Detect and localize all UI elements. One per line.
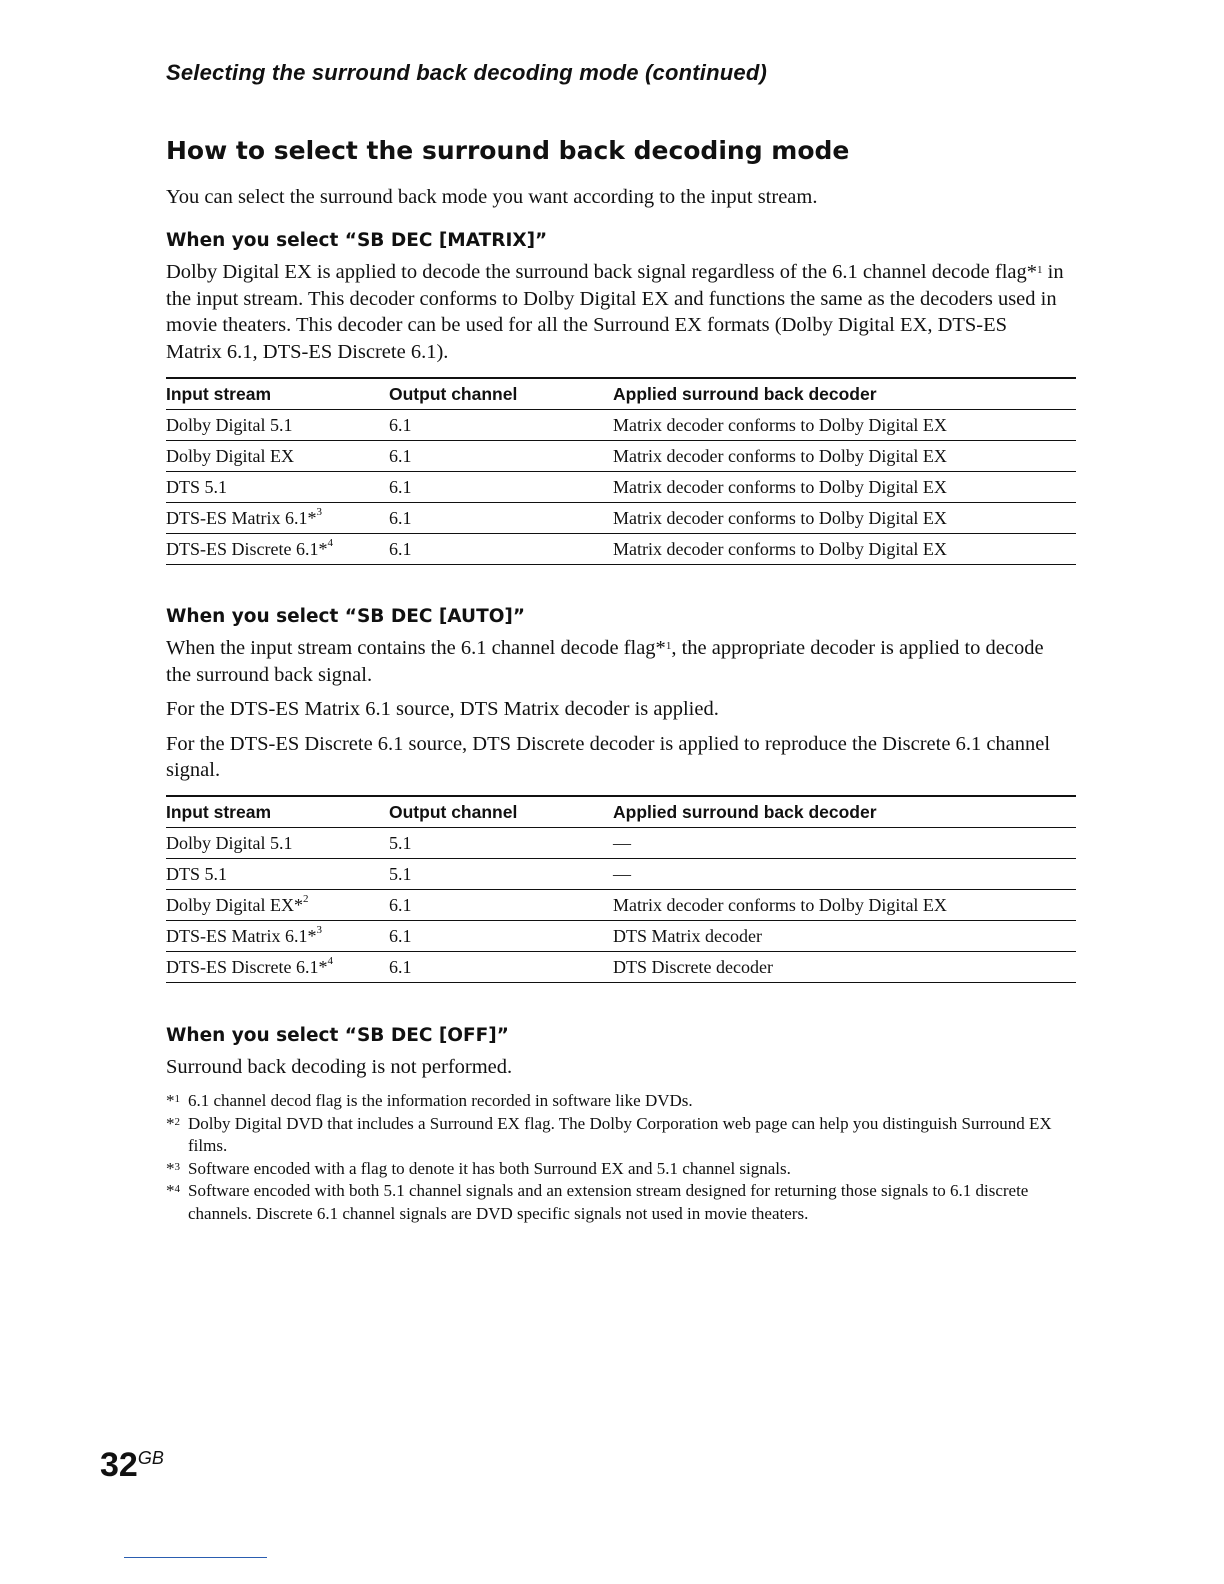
input-text: Dolby Digital EX [166,445,294,466]
table-row [166,890,1076,921]
auto-paragraph-1 [166,635,1066,688]
table-row [166,952,1076,983]
footnote-ref: 4 [327,954,333,967]
cell-input-stream [166,921,389,952]
cell-input-stream [166,472,389,503]
matrix-table-wrap [166,377,1066,565]
cell-output-channel: 6.1 [389,921,613,952]
matrix-heading: When you select “SB DEC [MATRIX]” [166,230,548,251]
cell-input-stream [166,441,389,472]
cell-output-channel: 6.1 [389,952,613,983]
cell-applied-decoder: — [613,859,1076,890]
input-text: DTS-ES Discrete 6.1* [166,956,328,977]
table-row [166,441,1076,472]
cell-input-stream [166,503,389,534]
footnotes [166,1090,1076,1225]
matrix-section [166,230,1066,373]
cell-applied-decoder: Matrix decoder conforms to Dolby Digital EX [613,890,1076,921]
footnote [166,1113,1076,1158]
table-header-row [166,796,1076,828]
cell-input-stream [166,890,389,921]
footnote-text: Software encoded with both 5.1 channel signals and an extension stream designed for returning those signals to 6.1 discrete channels. Discrete 6.1 channel signals are DVD specific signals not used in movie theaters. [188,1181,1029,1223]
matrix-para-text: Dolby Digital EX is applied to decode the surround back signal regardless of the 6.1 channel decode flag* [166,261,1037,283]
input-text: DTS-ES Matrix 6.1* [166,925,317,946]
cell-input-stream [166,859,389,890]
matrix-table [166,377,1076,565]
off-paragraph: Surround back decoding is not performed. [166,1056,513,1078]
cell-input-stream [166,952,389,983]
cell-applied-decoder: Matrix decoder conforms to Dolby Digital EX [613,472,1076,503]
auto-paragraph-3: For the DTS-ES Discrete 6.1 source, DTS Discrete decoder is applied to reproduce the Discrete 6.1 channel signal. [166,732,1051,781]
table-row [166,472,1076,503]
table-row [166,534,1076,565]
footnote-text: 6.1 channel decod flag is the information recorded in software like DVDs. [188,1091,693,1110]
footnote-number: 4 [174,1183,180,1195]
cell-output-channel: 6.1 [389,890,613,921]
table-row [166,828,1076,859]
auto-para-text: When the input stream contains the 6.1 channel decode flag* [166,637,666,659]
auto-heading: When you select “SB DEC [AUTO]” [166,606,526,627]
running-head: Selecting the surround back decoding mode (continued) [166,60,767,85]
table-row [166,921,1076,952]
cell-input-stream [166,534,389,565]
header-applied-decoder: Applied surround back decoder [613,378,1076,410]
intro-text: You can select the surround back mode you want according to the input stream. [166,186,818,208]
footnote-star: * [166,1091,175,1110]
footnote-text: Dolby Digital DVD that includes a Surround EX flag. The Dolby Corporation web page can help you distinguish Surround EX films. [188,1113,1052,1155]
auto-paragraph-2: For the DTS-ES Matrix 6.1 source, DTS Matrix decoder is applied. [166,698,719,720]
header-input-stream: Input stream [166,378,389,410]
footnote-ref: 3 [316,505,322,518]
page-number [100,1446,164,1485]
cell-output-channel: 5.1 [389,859,613,890]
page-suffix: GB [137,1448,164,1468]
cell-input-stream [166,410,389,441]
auto-table [166,795,1076,983]
cell-output-channel: 6.1 [389,472,613,503]
auto-table-wrap [166,795,1066,983]
matrix-paragraph [166,259,1066,365]
footnote-mark [166,1158,180,1181]
footnote-ref: 1 [1037,264,1043,276]
cell-applied-decoder: Matrix decoder conforms to Dolby Digital EX [613,503,1076,534]
input-text: Dolby Digital 5.1 [166,414,293,435]
footnote-ref: 2 [303,892,309,905]
table-header-row [166,378,1076,410]
footnote [166,1090,1076,1113]
header-applied-decoder: Applied surround back decoder [613,796,1076,828]
footnote [166,1180,1076,1225]
input-text: Dolby Digital 5.1 [166,832,293,853]
footnote-mark [166,1090,180,1113]
input-text: DTS-ES Discrete 6.1* [166,538,328,559]
footnote-ref: 3 [316,923,322,936]
off-heading: When you select “SB DEC [OFF]” [166,1025,509,1046]
header-output-channel: Output channel [389,796,613,828]
cell-output-channel: 6.1 [389,441,613,472]
footnote-star: * [166,1181,175,1200]
footnote-number: 1 [174,1093,180,1105]
footnote [166,1158,1076,1181]
off-section [166,1025,1066,1089]
header-output-channel: Output channel [389,378,613,410]
input-text: DTS-ES Matrix 6.1* [166,507,317,528]
cell-applied-decoder: Matrix decoder conforms to Dolby Digital EX [613,441,1076,472]
matrix-para-text-cont: in the input stream. This decoder conforms to Dolby Digital EX and functions the same as the decoders used in movie theaters. This decoder can be used for all the Surround EX formats (Dolby Digital EX, DTS-ES Matrix 6.1, DTS-ES Discrete 6.1). [166,261,1064,363]
cell-input-stream [166,828,389,859]
footnote-number: 3 [174,1160,180,1173]
input-text: DTS 5.1 [166,476,228,497]
auto-section [166,606,1066,792]
footnote-mark [166,1113,180,1136]
table-row [166,859,1076,890]
cell-applied-decoder: Matrix decoder conforms to Dolby Digital EX [613,410,1076,441]
header-input-stream: Input stream [166,796,389,828]
footnote-number: 2 [174,1115,180,1128]
cell-applied-decoder: DTS Matrix decoder [613,921,1076,952]
table-row [166,410,1076,441]
footnote-star: * [166,1158,175,1178]
footnote-star: * [166,1113,175,1133]
section-title: How to select the surround back decoding mode [166,136,850,165]
cell-applied-decoder: — [613,828,1076,859]
table-row [166,503,1076,534]
footnote-text: Software encoded with a flag to denote it has both Surround EX and 5.1 channel signals. [188,1158,791,1178]
footer-rule [124,1557,267,1558]
input-text: DTS 5.1 [166,863,228,884]
cell-output-channel: 5.1 [389,828,613,859]
footnote-ref: 4 [327,536,333,549]
cell-output-channel: 6.1 [389,503,613,534]
cell-output-channel: 6.1 [389,410,613,441]
auto-para-text-cont: , the appropriate decoder is applied to decode the surround back signal. [166,637,1044,686]
cell-applied-decoder: DTS Discrete decoder [613,952,1076,983]
footnote-ref: 1 [665,640,672,652]
cell-output-channel: 6.1 [389,534,613,565]
footnote-mark [166,1180,180,1203]
page-number-value: 32 [100,1446,138,1484]
cell-applied-decoder: Matrix decoder conforms to Dolby Digital EX [613,534,1076,565]
input-text: Dolby Digital EX* [166,894,303,915]
